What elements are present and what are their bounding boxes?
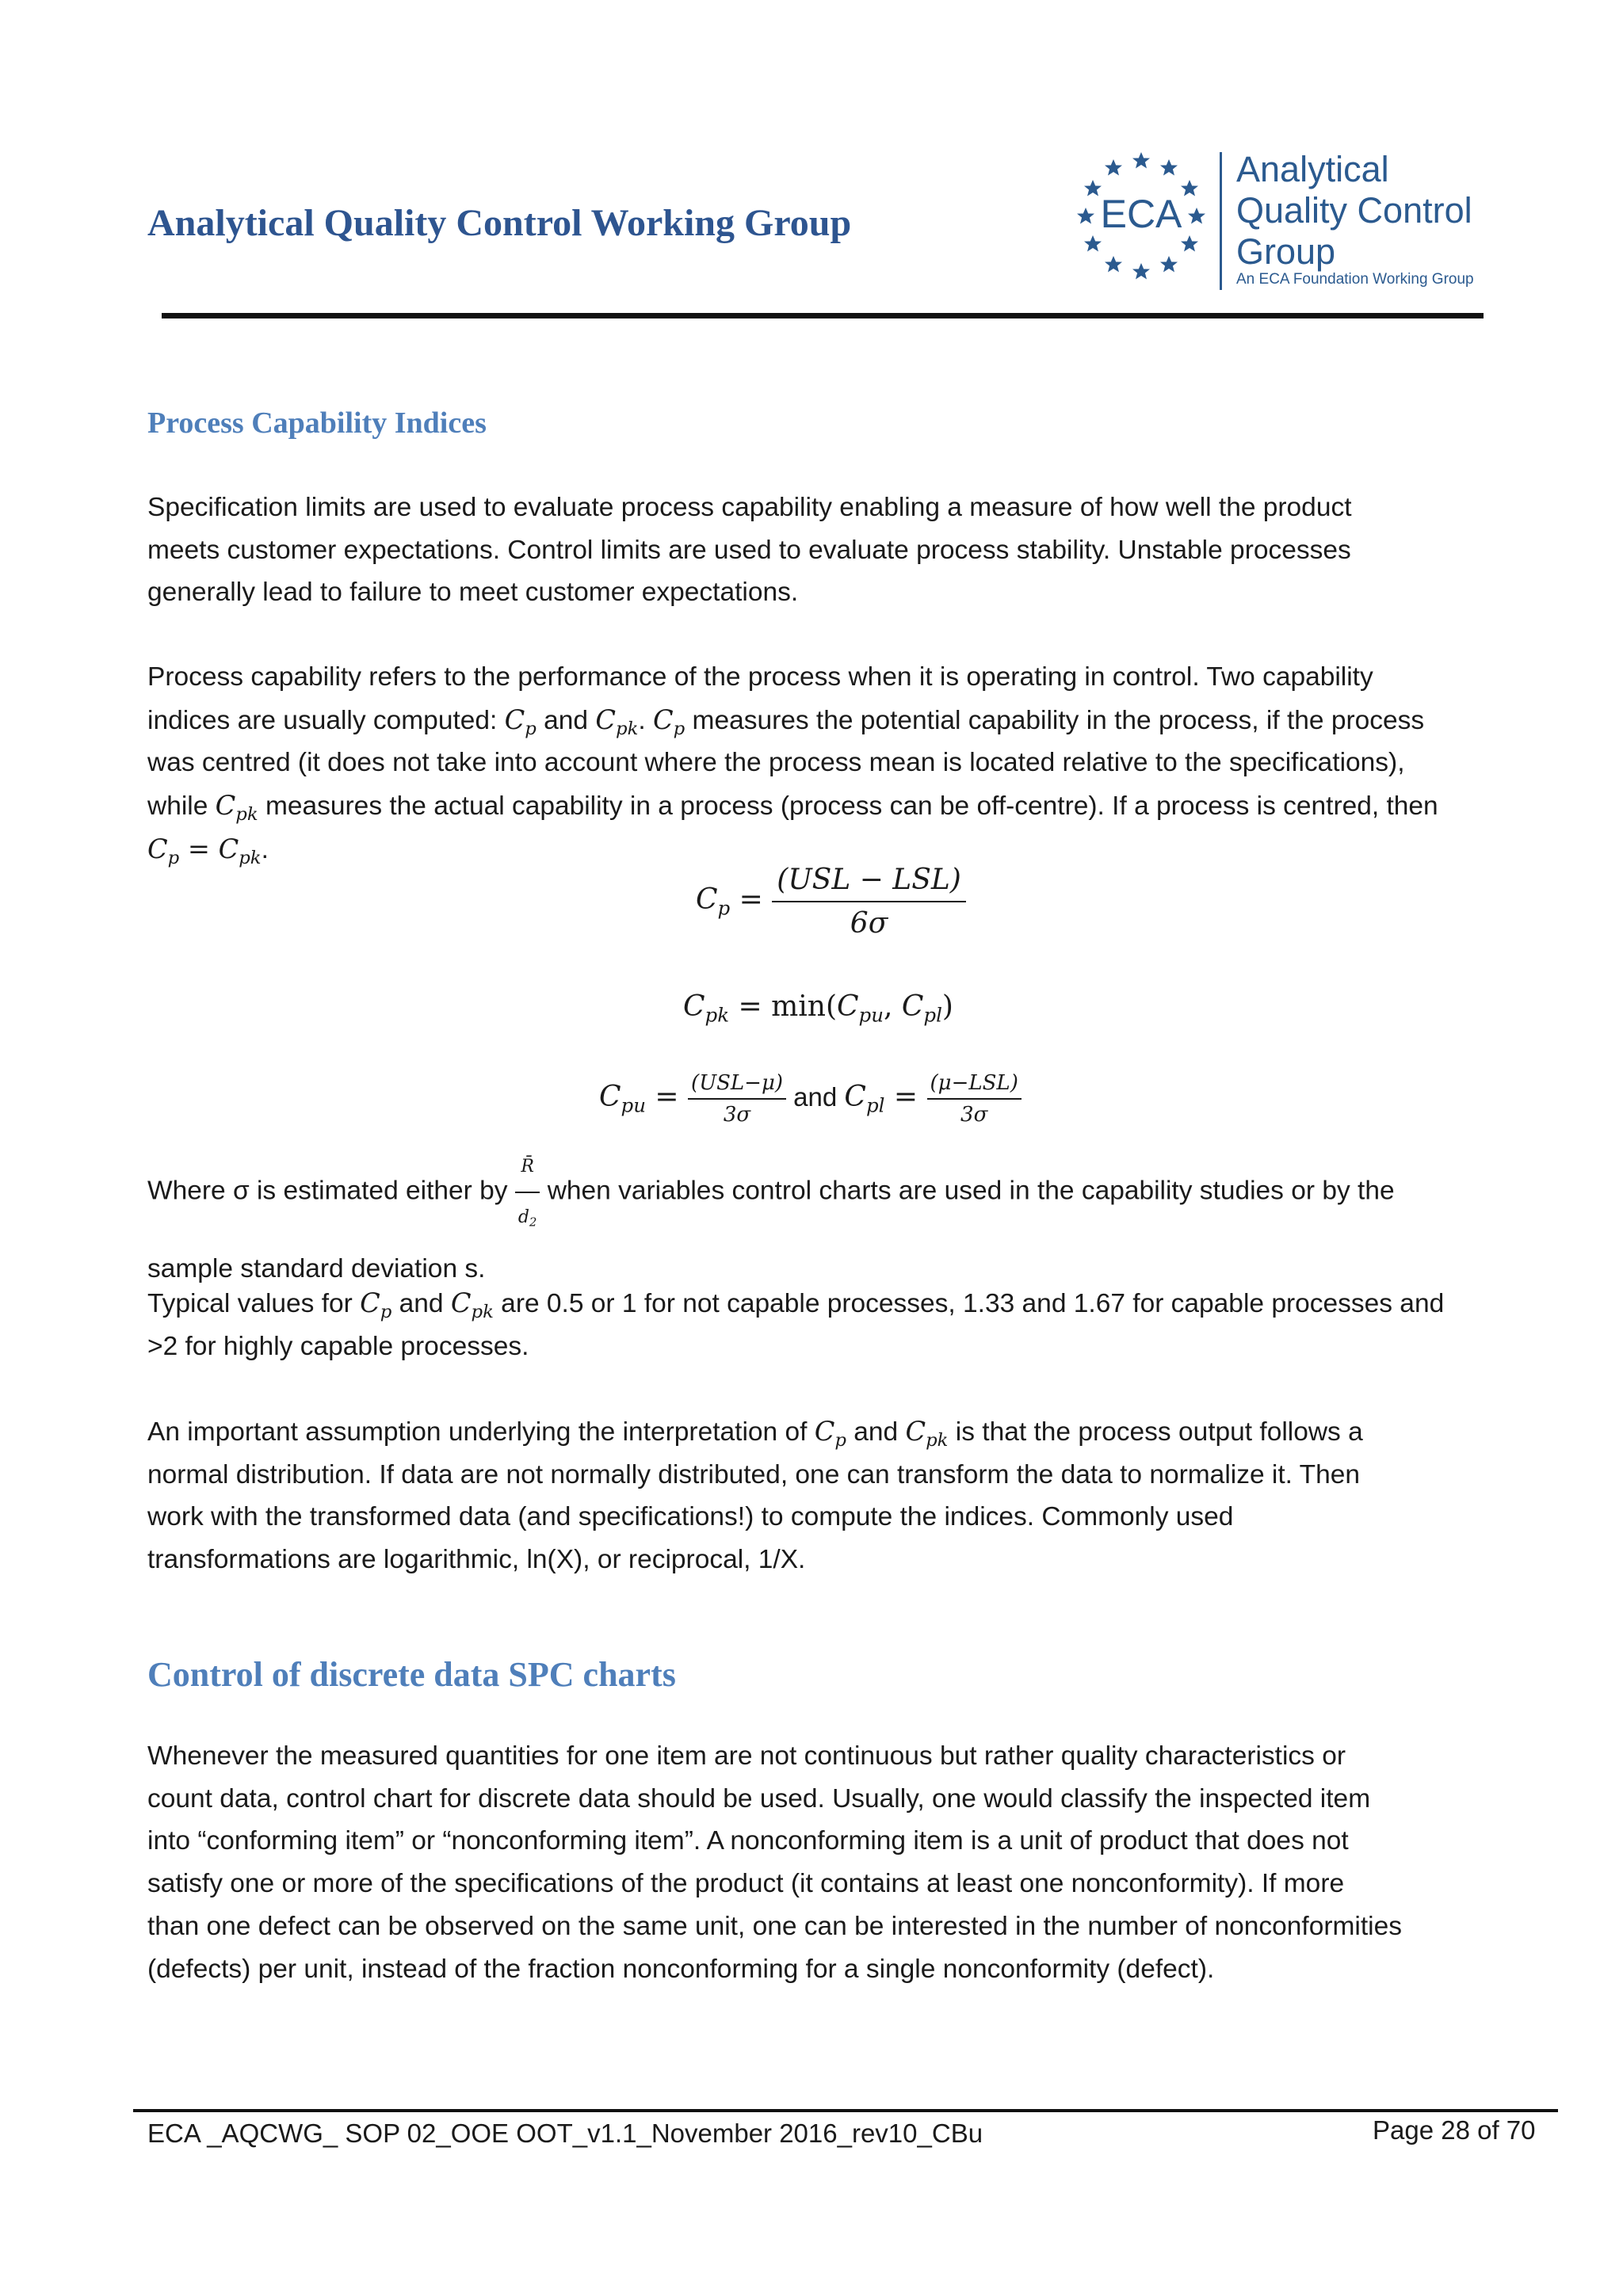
text-line: was centred (it does not take into account where the process mean is located relative to the specifications),: [147, 748, 1405, 778]
math-cp-equals-cpk: $C_p = C_{pk}$: [147, 833, 262, 868]
footer-rule: [133, 2109, 1558, 2112]
equation-cpk: $C_{pk} = \min(C_{pu}$, $C_{pl}$): [683, 990, 953, 1027]
header-title: Analytical Quality Control Working Group: [147, 202, 852, 244]
text-line: An important assumption underlying the interpretation of $C_p$ and $C_{pk}$ is that the process output follows a: [147, 1416, 1363, 1451]
logo-line-3: Group: [1236, 231, 1336, 272]
text-line: [147, 784, 1495, 828]
logo-divider: [1220, 152, 1222, 290]
fraction-cp: $\frac{\text{(USL − LSL)}}{6\sigma}$: [772, 864, 966, 940]
footer-doc-id: ECA _AQCWG_ SOP 02_OOE OOT_v1.1_November 2016_rev10_CBu: [147, 2119, 983, 2148]
text-line: meets customer expectations. Control limits are used to evaluate process stability. Unstable processes: [147, 535, 1351, 565]
logo-acronym: ECA: [1100, 192, 1182, 236]
text-line: Whenever the measured quantities for one item are not continuous but rather quality characteristics or: [147, 1741, 1346, 1771]
equation-cp: $C_p$ = $\frac{\text{(USL − LSL)}}{6\sigma}$: [696, 864, 966, 940]
text-run: measures the potential capability in the process, if the process: [685, 705, 1425, 735]
math-cp: $C_p$: [653, 704, 685, 739]
text-line: work with the transformed data (and specifications!) to compute the indices. Commonly used: [147, 1502, 1234, 1532]
logo-tagline: An ECA Foundation Working Group: [1236, 271, 1474, 288]
text-run: and: [536, 705, 596, 735]
math-cpk: $C_{pk}$: [215, 790, 258, 825]
text-run: measures the actual capability in a process (process can be off-centre). If a process is centred, then: [258, 791, 1438, 822]
fraction-cpl: $\frac{\text{(μ−LSL)}}{3\sigma}$: [927, 1071, 1022, 1127]
text-line: into “conforming item” or “nonconforming item”. A nonconforming item is a unit of product that does not: [147, 1826, 1349, 1856]
text-line: Specification limits are used to evaluate process capability enabling a measure of how well the product: [147, 493, 1352, 522]
math-cpk: $C_{pk}$: [595, 704, 639, 739]
fraction-rbar-d2: $\frac{R̄}{d_2}$: [515, 1146, 540, 1238]
text-line: sample standard deviation s.: [147, 1254, 486, 1284]
text-run: indices are usually computed:: [147, 705, 505, 735]
text-run: while: [147, 791, 216, 822]
text-line: satisfy one or more of the specifications of the product (it contains at least one nonconformity). If more: [147, 1869, 1345, 1899]
paragraph-spec-limits: [147, 486, 1495, 614]
text-line: $C_p = C_{pk}$.: [147, 833, 269, 868]
text-line: generally lead to failure to meet customer expectations.: [147, 578, 799, 608]
text-run: .: [638, 705, 654, 735]
text-line: [147, 699, 1495, 742]
logo-line-2: Quality Control: [1236, 190, 1472, 231]
paragraph-sigma-estimate: [147, 1146, 1495, 1291]
section-heading-capability: Process Capability Indices: [147, 406, 487, 440]
paragraph-discrete-data: [147, 1735, 1495, 1990]
fraction-cpu: $\frac{\text{(USL−μ)}}{3\sigma}$: [688, 1071, 786, 1127]
text-line: than one defect can be observed on the same unit, one can be interested in the number of nonconformities: [147, 1911, 1402, 1941]
equation-cpu-cpl: $C_{pu}$ = $\frac{\text{(USL−μ)}}{3\sigma}$ and $C_{pl}$ = $\frac{\text{(μ−LSL)}}{3\sigma}$: [599, 1071, 1022, 1127]
math-cp: $C_p$: [696, 883, 731, 920]
text-line: count data, control chart for discrete data should be used. Usually, one would classify the inspected item: [147, 1783, 1371, 1814]
header-rule: [162, 313, 1484, 318]
eca-star-circle-logo-icon: [1062, 147, 1220, 298]
text-line: (defects) per unit, instead of the fraction nonconforming for a single nonconformity (defect).: [147, 1954, 1215, 1984]
logo-line-1: Analytical: [1236, 149, 1389, 189]
text-line: Process capability refers to the performance of the process when it is operating in control. Two capability: [147, 662, 1373, 692]
text-line: normal distribution. If data are not normally distributed, one can transform the data to normalize it. Then: [147, 1459, 1361, 1489]
text-line: >2 for highly capable processes.: [147, 1331, 529, 1361]
text-line: Typical values for $C_p$ and $C_{pk}$ are 0.5 or 1 for not capable processes, 1.33 and 1.67 for capable processes and: [147, 1287, 1445, 1322]
footer-page-number: Page 28 of 70: [1373, 2115, 1536, 2145]
text-line: transformations are logarithmic, ln(X), or reciprocal, 1/X.: [147, 1545, 806, 1575]
section-heading-discrete-spc: Control of discrete data SPC charts: [147, 1655, 676, 1694]
paragraph-normality-assumption: [147, 1410, 1495, 1581]
paragraph-process-capability: [147, 656, 1495, 871]
text-line: Where σ is estimated either by $\frac{R̄}{d_2}$ when variables control charts are used in the capability studies or by the: [147, 1146, 1495, 1238]
math-cp: $C_p$: [504, 704, 537, 739]
paragraph-typical-values: [147, 1282, 1495, 1367]
